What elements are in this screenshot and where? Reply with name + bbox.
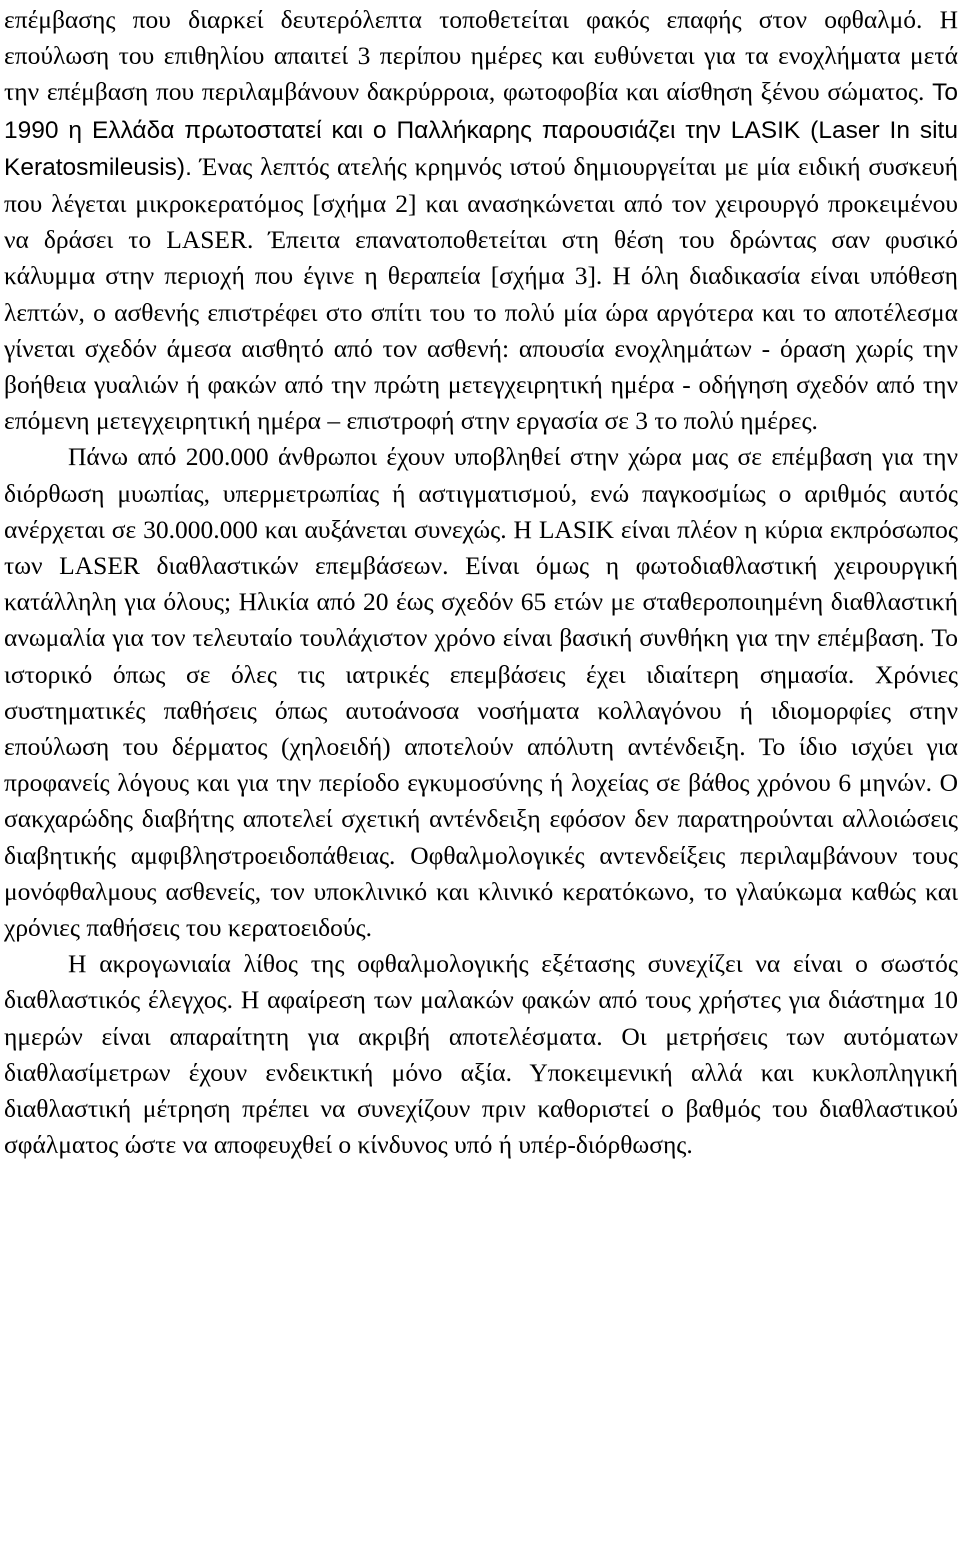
text-run: επέμβασης που διαρκεί δευτερόλεπτα τοποθετείται φακός επαφής στον οφθαλμό. Η επούλωση του επιθηλίου απαιτεί 3 περίπου ημέρες και ευθύνεται για τα ενοχλήματα μετά την επέμβαση που περιλαμβάνουν δακρύρροια, φωτοφοβία και αίσθηση ξένου σώματος. <box>4 5 958 107</box>
text-run-lasik-history: Το 1990 η Ελλάδα πρωτοστατεί και ο Παλλήκαρης παρουσιάζει την LASIK (Laser In situ Keratosmileusis). <box>4 79 958 181</box>
text-run: Η ακρογωνιαία λίθος της οφθαλμολογικής εξέτασης συνεχίζει να είναι ο σωστός διαθλαστικός έλεγχος. Η αφαίρεση των μαλακών φακών από τους χρήστες για διάστημα 10 ημερών είναι απαραίτητη για ακριβή αποτελέσματα. Οι μετρήσεις των αυτόματων διαθλασίμετρων έχουν ενδεικτική μόνο αξία. Υποκειμενική αλλά και κυκλοπληγική διαθλαστική μέτρηση πρέπει να συνεχίζουν πριν καθοριστεί ο βαθμός του διαθλαστικού σφάλματος ώστε να αποφευχθεί ο κίνδυνος υπό ή υπέρ-διόρθωσης. <box>4 949 958 1160</box>
text-run: Πάνω από 200.000 άνθρωποι έχουν υποβληθεί στην χώρα μας σε επέμβαση για την διόρθωση μυωπίας, υπερμετρωπίας ή αστιγματισμού, ενώ παγκοσμίως ο αριθμός αυτός ανέρχεται σε 30.000.000 και αυξάνεται συνεχώς. Η LASIK είναι πλέον η κύρια εκπρόσωπος των LASER διαθλαστικών επεμβάσεων. Είναι όμως η φωτοδιαθλαστική χειρουργική κατάλληλη για όλους; Ηλικία από 20 έως σχεδόν 65 ετών με σταθεροποιημένη διαθλαστική ανωμαλία για τον τελευταίο τουλάχιστον χρόνο είναι βασική συνθήκη για την επέμβαση. Το ιστορικό όπως σε όλες τις ιατρικές επεμβάσεις έχει ιδιαίτερη σημασία. Χρόνιες συστηματικές παθήσεις όπως αυτοάνοσα νοσήματα κολλαγόνου ή ιδιομορφίες στην επούλωση του δέρματος (χηλοειδή) αποτελούν απόλυτη αντένδειξη. Το ίδιο ισχύει για προφανείς λόγους και για την περίοδο εγκυμοσύνης ή λοχείας σε βάθος χρόνου 6 μηνών. Ο σακχαρώδης διαβήτης αποτελεί σχετική αντένδειξη εφόσον δεν παρατηρούνται αλλοιώσεις διαβητικής αμφιβληστροειδοπάθειας. Οφθαλμολογικές αντενδείξεις περιλαμβάνουν τους μονόφθαλμους ασθενείς, τον υποκλινικό και κλινικό κερατόκωνο, το γλαύκωμα καθώς και χρόνιες παθήσεις του κερατοειδούς. <box>4 442 958 943</box>
paragraph-laser-lasik <box>4 2 958 439</box>
text-run: Ένας λεπτός ατελής κρημνός ιστού δημιουργείται με μία ειδική συσκευή που λέγεται μικροκερατόμος [σχήμα 2] και ανασηκώνεται από τον χειρουργό προκειμένου να δράσει το LASER. Έπειτα επανατοποθετείται στη θέση του δρώντας σαν φυσικό κάλυμμα στην περιοχή που έγινε η θεραπεία [σχήμα 3]. Η όλη διαδικασία είναι υπόθεση λεπτών, ο ασθενής επιστρέφει στο σπίτι του το πολύ μία ώρα αργότερα και το αποτέλεσμα γίνεται σχεδόν άμεσα αισθητό από τον ασθενή: απουσία ενοχλημάτων - όραση χωρίς την βοήθεια γυαλιών ή φακών από την πρώτη μετεγχειρητική ημέρα - οδήγηση σχεδόν από την επόμενη μετεγχειρητική ημέρα – επιστροφή στην εργασία σε 3 το πολύ ημέρες. <box>4 151 958 436</box>
paragraph-indications <box>4 439 958 946</box>
paragraph-refraction-exam <box>4 946 958 1163</box>
